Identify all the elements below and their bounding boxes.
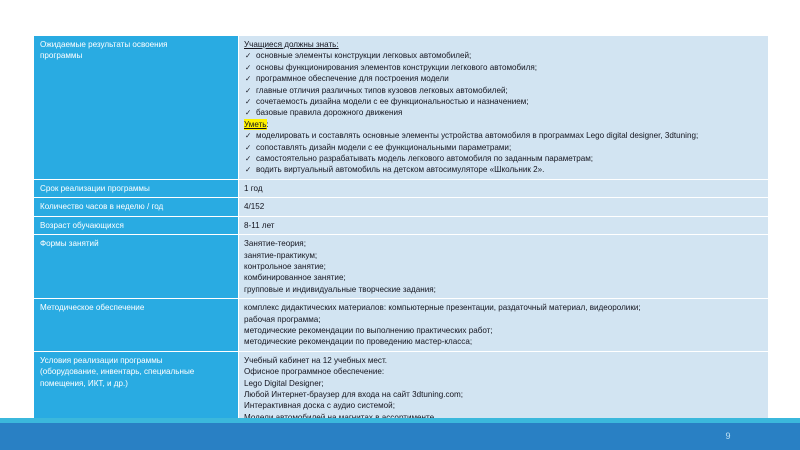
row-label-line: Формы занятий — [40, 239, 99, 249]
value-bullet-text: основные элементы конструкции легковых автомобилей; — [256, 51, 472, 61]
value-bullet-item — [244, 107, 764, 118]
checkmark-icon: ✓ — [245, 97, 252, 107]
value-bullet-text: самостоятельно разрабатывать модель легкового автомобиля по заданным параметрам; — [256, 154, 594, 164]
row-value-cell — [239, 351, 769, 426]
checkmark-icon: ✓ — [245, 154, 252, 164]
value-bullet-item — [244, 50, 764, 61]
row-label-line: Ожидаемые результаты освоения — [40, 40, 168, 49]
row-label-line: Методическое обеспечение — [40, 303, 145, 313]
row-label-line: Срок реализации программы — [40, 183, 150, 193]
row-label-line: помещения, ИКТ, и др.) — [40, 378, 128, 388]
value-bullet-text: водить виртуальный автомобиль на детском автосимуляторе «Школьник 2». — [256, 165, 545, 175]
value-bullet-item — [244, 130, 764, 141]
row-label-line: Возраст обучающихся — [40, 220, 124, 230]
row-value-cell — [239, 235, 769, 299]
checkmark-icon: ✓ — [245, 51, 252, 61]
table-row — [34, 36, 769, 180]
value-bullet-item — [244, 85, 764, 96]
value-heading — [244, 119, 764, 130]
row-value-cell — [239, 36, 769, 180]
value-line: групповые и индивидуальные творческие задания; — [244, 284, 436, 294]
value-heading-text: Уметь — [244, 119, 267, 129]
row-value-cell — [239, 198, 769, 216]
row-label-cell — [34, 235, 239, 299]
table-row — [34, 299, 769, 352]
row-label-line: (оборудование, инвентарь, специальные — [40, 367, 195, 377]
row-value-cell — [239, 216, 769, 234]
value-line: методические рекомендации по выполнению практических работ; — [244, 325, 493, 335]
checkmark-icon: ✓ — [245, 165, 252, 175]
row-value-cell — [239, 299, 769, 352]
row-label-line: программы — [40, 51, 83, 61]
value-bullet-item — [244, 164, 764, 175]
table-row — [34, 216, 769, 234]
table-row — [34, 179, 769, 197]
value-bullet-text: базовые правила дорожного движения — [256, 108, 403, 118]
value-bullet-text: программное обеспечение для построения модели — [256, 74, 449, 84]
row-label-cell — [34, 351, 239, 426]
value-bullet-item — [244, 62, 764, 73]
value-line: занятие-практикум; — [244, 250, 318, 260]
value-bullet-item — [244, 153, 764, 164]
row-label-cell — [34, 179, 239, 197]
value-bullet-text: моделировать и составлять основные элементы устройства автомобиля в программах Lego digital designer, 3dtuning; — [256, 131, 699, 141]
row-label-cell — [34, 198, 239, 216]
value-line: комплекс дидактических материалов: компьютерные презентации, раздаточный материал, видеоролики; — [244, 303, 641, 313]
row-label-line: Количество часов в неделю / год — [40, 202, 164, 212]
value-bullet-text: сопоставлять дизайн модели с ее функциональными параметрами; — [256, 142, 512, 152]
value-bullet-text: главные отличия различных типов кузовов легковых автомобилей; — [256, 85, 508, 95]
value-heading-text: Учащиеся должны знать: — [244, 40, 339, 49]
checkmark-icon: ✓ — [245, 85, 252, 95]
checkmark-icon: ✓ — [245, 74, 252, 84]
value-line: комбинированное занятие; — [244, 273, 346, 283]
value-line: Любой Интернет-браузер для входа на сайт 3dtuning.com; — [244, 389, 463, 399]
checkmark-icon: ✓ — [245, 142, 252, 152]
value-line: контрольное занятие; — [244, 261, 326, 271]
program-parameters-table — [33, 35, 769, 427]
footer-bar — [0, 423, 800, 450]
row-label-line: Условия реализации программы — [40, 355, 163, 365]
table-body — [34, 36, 769, 427]
value-line: методические рекомендации по проведению мастер-класса; — [244, 337, 473, 347]
value-line: Интерактивная доска с аудио системой; — [244, 401, 395, 411]
value-line: 8-11 лет — [244, 220, 275, 230]
checkmark-icon: ✓ — [245, 131, 252, 141]
page-number: 9 — [725, 431, 731, 441]
checkmark-icon: ✓ — [245, 62, 252, 72]
checkmark-icon: ✓ — [245, 108, 252, 118]
table-row — [34, 198, 769, 216]
row-label-cell — [34, 299, 239, 352]
value-bullet-item — [244, 142, 764, 153]
value-line: 4/152 — [244, 202, 265, 212]
value-line: Занятие-теория; — [244, 239, 306, 249]
table-row — [34, 235, 769, 299]
value-line: рабочая программа; — [244, 314, 321, 324]
value-heading — [244, 39, 764, 50]
value-bullet-text: сочетаемость дизайна модели с ее функциональностью и назначением; — [256, 97, 529, 107]
value-heading-suffix: : — [266, 119, 269, 129]
value-bullet-item — [244, 73, 764, 84]
value-line: Офисное программное обеспечение: — [244, 367, 385, 377]
value-bullet-text: основы функционирования элементов конструкции легкового автомобиля; — [256, 62, 538, 72]
value-line: 1 год — [244, 183, 263, 193]
table-row — [34, 351, 769, 426]
row-label-cell — [34, 36, 239, 180]
value-line: Учебный кабинет на 12 учебных мест. — [244, 355, 388, 365]
value-bullet-item — [244, 96, 764, 107]
row-label-cell — [34, 216, 239, 234]
row-value-cell — [239, 179, 769, 197]
value-line: Lego Digital Designer; — [244, 378, 324, 388]
